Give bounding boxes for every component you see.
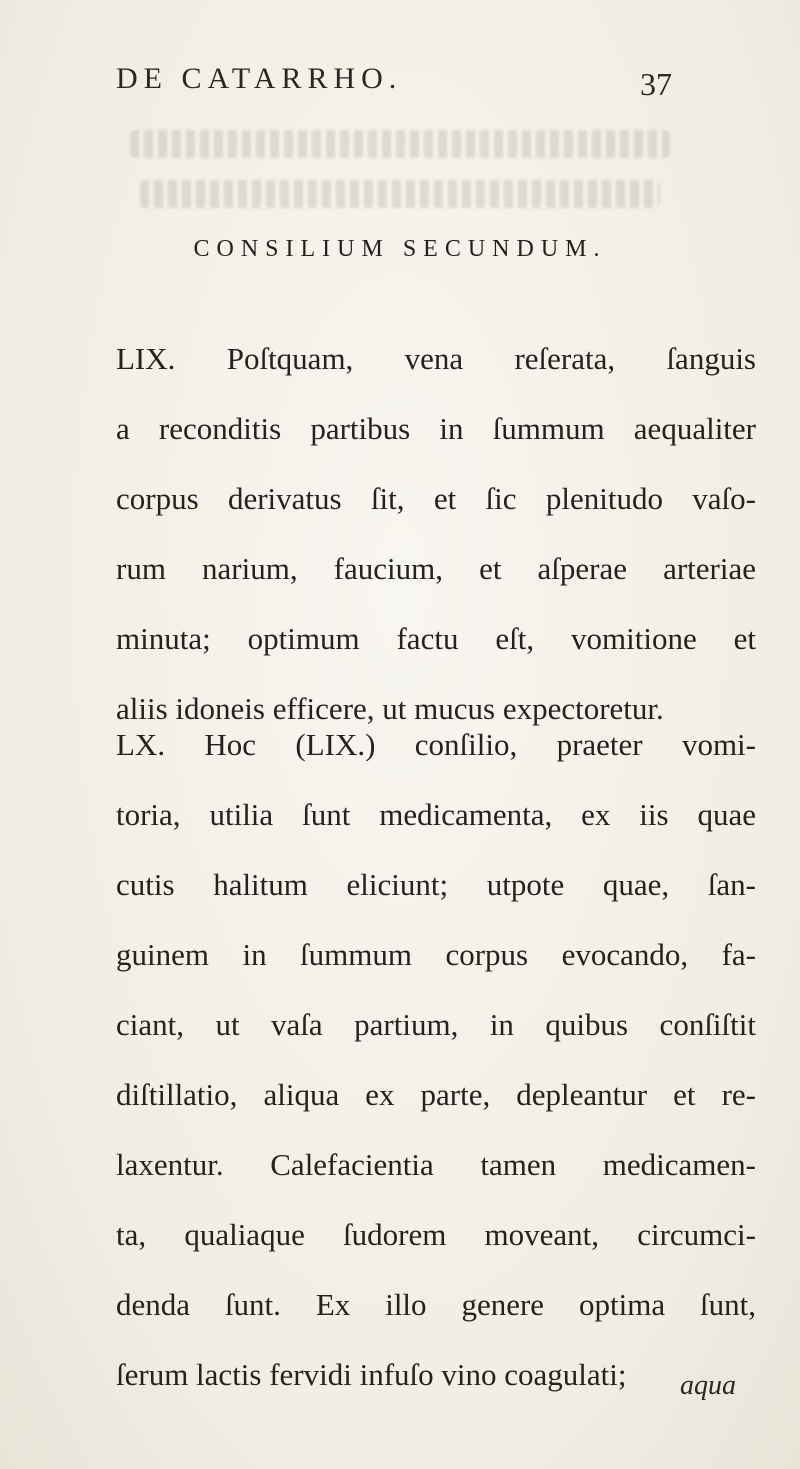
text-line: rum narium, faucium, et aſperae arteriae	[116, 551, 756, 586]
text-line: ta, qualiaque ſudorem moveant, circumci-	[116, 1217, 756, 1252]
text-line: denda ſunt. Ex illo genere optima ſunt,	[116, 1287, 756, 1322]
text-line: aliis idoneis efficere, ut mucus expectoretur.	[116, 691, 664, 726]
text-line: ſerum lactis fervidi infuſo vino coagulati;	[116, 1357, 627, 1392]
text-line: minuta; optimum factu eſt, vomitione et	[116, 621, 756, 656]
text-line: ciant, ut vaſa partium, in quibus conſiſtit	[116, 1007, 756, 1042]
text-line: cutis halitum eliciunt; utpote quae, ſan-	[116, 867, 756, 902]
text-line: diſtillatio, aliqua ex parte, depleantur et re-	[116, 1077, 756, 1112]
bleed-through-text	[130, 130, 670, 158]
catchword: aqua	[680, 1370, 736, 1401]
text-line: corpus derivatus ſit, et ſic plenitudo vaſo-	[116, 481, 756, 516]
text-line: laxentur. Calefacientia tamen medicamen-	[116, 1147, 756, 1182]
text-line: LIX. Poſtquam, vena reſerata, ſanguis	[116, 341, 756, 376]
text-line: a reconditis partibus in ſummum aequaliter	[116, 411, 756, 446]
text-line: toria, utilia ſunt medicamenta, ex iis quae	[116, 797, 756, 832]
paragraph-lx	[116, 710, 756, 1410]
bleed-through-text	[140, 180, 660, 208]
text-line: LX. Hoc (LIX.) conſilio, praeter vomi-	[116, 727, 756, 762]
running-head	[0, 56, 800, 106]
page-number: 37	[640, 66, 672, 102]
section-heading: CONSILIUM SECUNDUM.	[193, 236, 607, 262]
text-line: guinem in ſummum corpus evocando, fa-	[116, 937, 756, 972]
running-title: DE CATARRHO.	[116, 62, 403, 95]
paragraph-lix	[116, 324, 756, 744]
